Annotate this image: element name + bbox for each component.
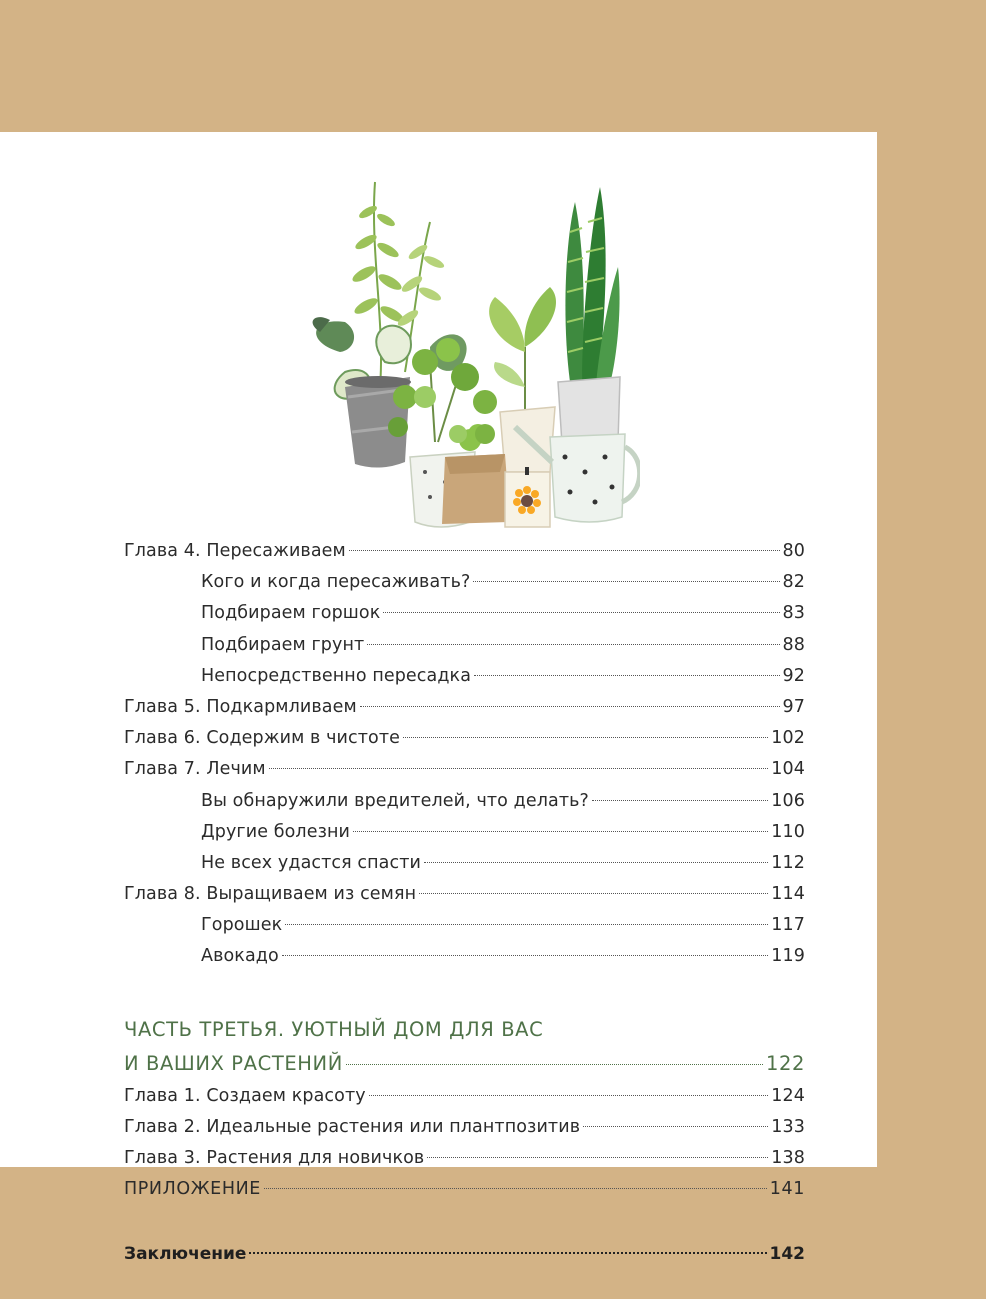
toc-subentry[interactable] <box>124 598 805 629</box>
entry-title: ПРИЛОЖЕНИЕ <box>124 1179 261 1200</box>
page-number: 122 <box>765 1051 805 1075</box>
part-three-title-line1: ЧАСТЬ ТРЕТЬЯ. УЮТНЫЙ ДОМ ДЛЯ ВАС <box>124 1017 544 1041</box>
dot-leader <box>583 1126 768 1127</box>
page-number: 138 <box>771 1148 805 1168</box>
entry-title: Глава 5. Подкармливаем <box>124 696 357 717</box>
entry-title: Глава 8. Выращиваем из семян <box>124 884 417 905</box>
dot-leader <box>383 612 779 613</box>
page-number: 92 <box>782 665 805 686</box>
paper-bag-icon <box>442 424 510 524</box>
toc-section-b <box>124 1081 805 1175</box>
toc-subentry[interactable] <box>124 817 805 848</box>
entry-title: Подбираем грунт <box>201 634 365 655</box>
entry-title: Вы обнаружили вредителей, что делать? <box>201 790 589 811</box>
sunflower-seed-packet-icon <box>505 467 550 527</box>
toc-subentry[interactable] <box>124 848 805 879</box>
page-number: 106 <box>771 790 805 811</box>
entry-title: Глава 2. Идеальные растения или плантпозитив <box>124 1116 581 1137</box>
part-three-entry[interactable] <box>124 1047 805 1081</box>
toc-subentry[interactable] <box>124 786 805 817</box>
page-number: 119 <box>771 946 805 967</box>
page-number: 83 <box>782 603 805 624</box>
toc-chapter-entry[interactable] <box>124 879 805 910</box>
dot-leader <box>424 862 768 863</box>
entry-title: Непосредственно пересадка <box>201 665 472 686</box>
toc-chapter-entry[interactable] <box>124 1112 805 1143</box>
entry-title: Глава 6. Содержим в чистоте <box>124 728 401 749</box>
conclusion-entry[interactable] <box>124 1239 805 1270</box>
dot-leader <box>349 550 780 551</box>
dot-leader <box>264 1188 767 1189</box>
dot-leader <box>249 1252 766 1254</box>
page-number: 117 <box>771 915 805 936</box>
page-number: 102 <box>771 728 805 749</box>
page-number: 97 <box>782 696 805 717</box>
toc-chapter-entry[interactable] <box>124 754 805 785</box>
dot-leader <box>427 1157 768 1158</box>
dot-leader <box>360 706 780 707</box>
dot-leader <box>367 644 779 645</box>
snake-plant-icon <box>558 187 620 444</box>
dot-leader <box>282 955 769 956</box>
entry-title: Заключение <box>124 1244 247 1265</box>
toc-subentry[interactable] <box>124 567 805 598</box>
toc-chapter-entry[interactable] <box>124 723 805 754</box>
dot-leader <box>474 675 779 676</box>
entry-title: Подбираем горшок <box>201 603 381 624</box>
entry-title: Глава 1. Создаем красоту <box>124 1085 366 1106</box>
toc-section-a <box>124 536 805 973</box>
toc-subentry[interactable] <box>124 910 805 941</box>
table-of-contents <box>124 536 805 1271</box>
toc-subentry[interactable] <box>124 630 805 661</box>
young-plant-icon <box>489 287 556 472</box>
entry-title: Авокадо <box>201 946 279 967</box>
dot-leader <box>353 831 768 832</box>
book-page <box>0 132 877 1265</box>
page-number: 112 <box>771 852 805 873</box>
page-number: 80 <box>782 541 805 561</box>
dot-leader <box>403 737 768 738</box>
toc-chapter-entry[interactable] <box>124 1081 805 1112</box>
entry-title: Глава 7. Лечим <box>124 759 266 780</box>
page-number: 124 <box>771 1085 805 1106</box>
page-number: 141 <box>769 1179 805 1200</box>
dot-leader <box>473 581 779 582</box>
toc-chapter-entry[interactable] <box>124 1143 805 1174</box>
toc-subentry[interactable] <box>124 941 805 972</box>
part-three-title-line2: И ВАШИХ РАСТЕНИЙ <box>124 1051 343 1075</box>
toc-chapter-entry[interactable] <box>124 692 805 723</box>
entry-title: Глава 4. Пересаживаем <box>124 541 346 561</box>
page-number: 82 <box>782 572 805 593</box>
dot-leader <box>369 1095 769 1096</box>
toc-chapter-entry[interactable] <box>124 536 805 567</box>
appendix-entry[interactable] <box>124 1174 805 1205</box>
dot-leader <box>285 924 768 925</box>
page-number: 110 <box>771 821 805 842</box>
entry-title: Кого и когда пересаживать? <box>201 572 471 593</box>
page-number: 114 <box>771 884 805 905</box>
toc-subentry[interactable] <box>124 661 805 692</box>
entry-title: Не всех удастся спасти <box>201 852 421 873</box>
dot-leader <box>346 1064 763 1065</box>
page-number: 142 <box>769 1244 805 1265</box>
page-number: 133 <box>771 1116 805 1137</box>
dot-leader <box>269 768 769 769</box>
entry-title: Глава 3. Растения для новичков <box>124 1148 425 1168</box>
entry-title: Горошек <box>201 915 283 936</box>
page-number: 88 <box>782 634 805 655</box>
dot-leader <box>419 893 768 894</box>
houseplants-illustration <box>300 172 640 532</box>
page-number: 104 <box>771 759 805 780</box>
dot-leader <box>592 800 768 801</box>
entry-title: Другие болезни <box>201 821 351 842</box>
